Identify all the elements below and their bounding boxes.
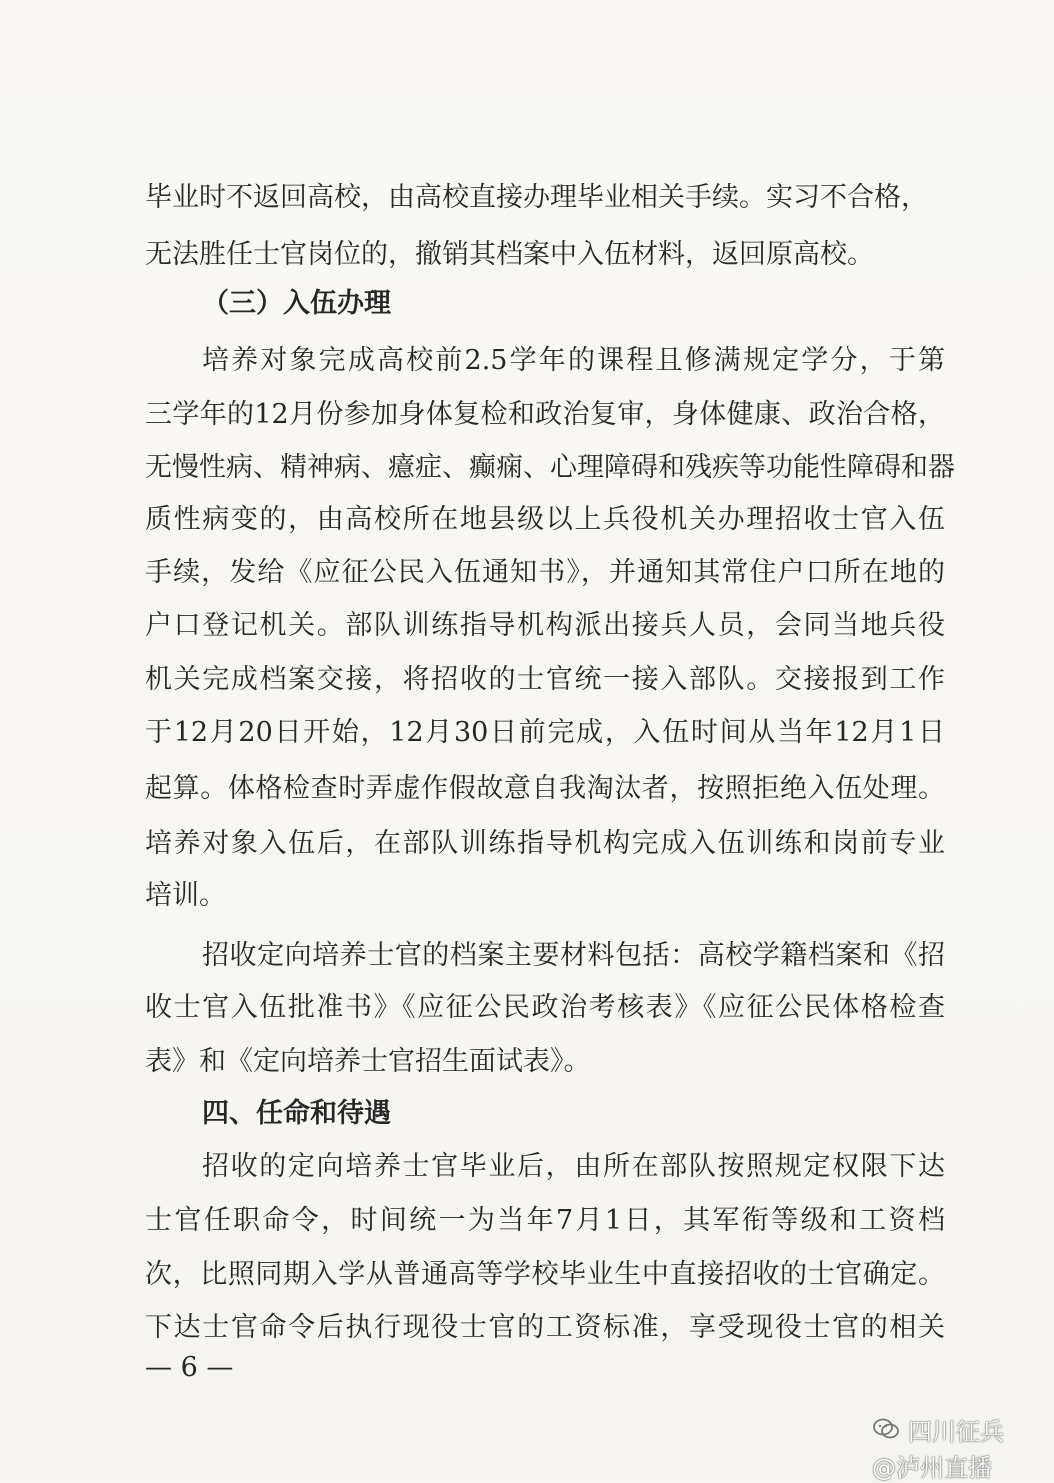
text-line: 招收的定向培养士官毕业后，由所在部队按照规定权限下达	[202, 1151, 945, 1182]
text-line: 士官任职命令，时间统一为当年7月1日，其军衔等级和工资档	[145, 1205, 945, 1236]
page-number: — 6 —	[145, 1352, 234, 1383]
watermark-line2: @泸州直播	[872, 1453, 992, 1482]
text-line: 下达士官命令后执行现役士官的工资标准，享受现役士官的相关	[145, 1312, 945, 1343]
watermark-handle	[872, 1450, 1032, 1480]
text-line: 表》和《定向培养士官招生面试表》。	[145, 1046, 591, 1077]
text-line: 质性病变的，由高校所在地县级以上兵役机关办理招收士官入伍	[145, 504, 945, 535]
text-line: 次，比照同期入学从普通高等学校毕业生中直接招收的士官确定。	[145, 1259, 945, 1290]
text-line: 于12月20日开始，12月30日前完成，入伍时间从当年12月1日	[145, 717, 945, 748]
section-heading: （三）入伍办理	[202, 288, 391, 319]
text-line: 收士官入伍批准书》《应征公民政治考核表》《应征公民体格检查	[145, 992, 945, 1023]
text-line: 培养对象完成高校前2.5学年的课程且修满规定学分，于第	[202, 345, 945, 376]
text-line: 无法胜任士官岗位的，撤销其档案中入伍材料，返回原高校。	[145, 239, 874, 270]
watermark-line1: 四川征兵	[908, 1417, 1004, 1446]
section-heading: 四、任命和待遇	[202, 1098, 391, 1129]
text-line: 无慢性病、精神病、癔症、癫痫、心理障碍和残疾等功能性障碍和器	[145, 452, 955, 483]
watermark-account	[872, 1414, 1032, 1444]
wechat-icon	[872, 1417, 900, 1441]
text-line: 手续，发给《应征公民入伍通知书》，并通知其常住户口所在地的	[145, 557, 945, 588]
text-line: 毕业时不返回高校，由高校直接办理毕业相关手续。实习不合格，	[145, 182, 928, 213]
text-line: 三学年的12月份参加身体复检和政治复审，身体健康、政治合格，	[145, 399, 945, 430]
text-line: 起算。体格检查时弄虚作假故意自我淘汰者，按照拒绝入伍处理。	[145, 773, 945, 804]
text-line: 机关完成档案交接，将招收的士官统一接入部队。交接报到工作	[145, 664, 945, 695]
text-line: 培训。	[145, 880, 226, 911]
text-line: 招收定向培养士官的档案主要材料包括：高校学籍档案和《招	[202, 940, 945, 971]
text-line: 培养对象入伍后，在部队训练指导机构完成入伍训练和岗前专业	[145, 828, 945, 859]
text-line: 户口登记机关。部队训练指导机构派出接兵人员，会同当地兵役	[145, 610, 945, 641]
